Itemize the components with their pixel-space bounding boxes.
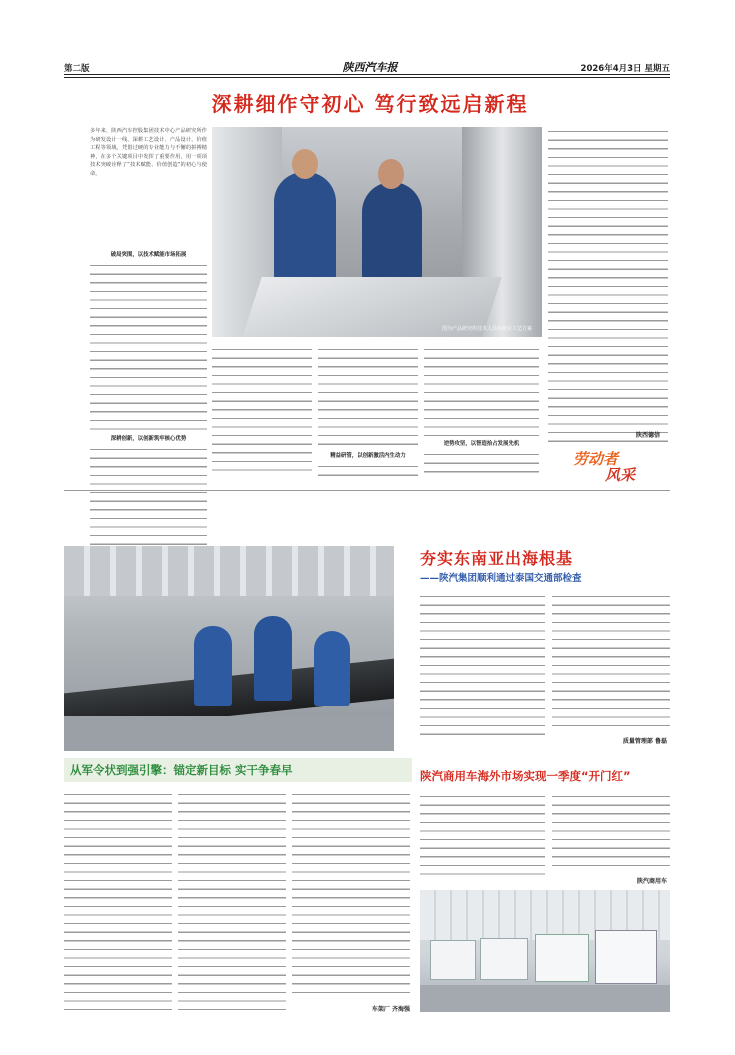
main-col-2 — [212, 345, 312, 475]
main-col-5 — [548, 127, 668, 445]
worker-b — [254, 616, 292, 701]
body-text-block — [90, 445, 207, 560]
body-text-block — [90, 261, 207, 431]
story2-headline: 夯实东南亚出海根基 — [420, 549, 574, 568]
truck-4 — [595, 930, 657, 984]
main-author: 陕西德信 — [635, 432, 660, 439]
story4-col-2 — [178, 790, 286, 1015]
worker-2-head — [378, 159, 404, 189]
factory-photo — [64, 546, 394, 751]
main-sub-4: 逆势攻坚，以智造拾占发展先机 — [443, 441, 520, 447]
truck-3 — [535, 934, 589, 982]
main-col-3b — [318, 462, 418, 480]
story2-author: 质量管理部 鲁磊 — [622, 738, 667, 745]
header-date: 2026年4月3日 星期五 — [580, 64, 670, 74]
story2-col-2 — [552, 592, 670, 732]
story3-headline: 陕汽商用车海外市场实现一季度“开门红” — [420, 769, 631, 783]
main-col-3 — [318, 345, 418, 445]
story4-author: 车架厂 齐海强 — [371, 1006, 410, 1013]
worker-a — [194, 626, 232, 706]
story3-author: 陕汽商用车 — [636, 878, 667, 885]
truck-1 — [430, 940, 476, 980]
header-rule — [64, 74, 670, 75]
page-label: 第二版 — [64, 64, 90, 74]
story4-headline: 从军令状到强引擎：锚定新目标 实干争春早 — [70, 763, 293, 777]
main-photo — [212, 127, 542, 337]
story4-col-1 — [64, 790, 172, 1015]
badge-line-1: 劳动者 — [573, 450, 619, 468]
main-headline: 深耕细作守初心 笃行致远启新程 — [211, 92, 529, 116]
badge-line-2: 风采 — [605, 466, 636, 484]
worker-c — [314, 631, 350, 706]
factory-floor — [64, 716, 394, 751]
main-col-4b — [424, 450, 539, 480]
divider — [64, 490, 670, 491]
roof-beams — [64, 546, 394, 596]
photo-caption: 图为产品研究所技术人员在研讨工艺方案 — [441, 326, 532, 332]
trucks-photo — [420, 890, 670, 1012]
masthead: 陕西汽车报 — [342, 61, 398, 74]
main-sub-1: 破局突围，以技术赋能市场拓展 — [110, 252, 187, 258]
story3-col-1 — [420, 792, 545, 882]
story3-col-2 — [552, 792, 670, 872]
header-rule-thin — [64, 77, 670, 78]
story2-col-1 — [420, 592, 545, 742]
story4-col-3 — [292, 790, 410, 1000]
labor-badge — [565, 448, 660, 483]
yard-ground — [420, 985, 670, 1012]
main-col-4 — [424, 345, 539, 437]
story2-subheadline: ——陕汽集团顺利通过泰国交通部检查 — [420, 573, 582, 584]
truck-2 — [480, 938, 528, 980]
worker-1-head — [292, 149, 318, 179]
main-sub-3: 精益研管，以创新激活内生动力 — [330, 453, 406, 459]
main-sub-2: 深耕创新，以创新筑牢核心优势 — [110, 436, 187, 442]
main-lead: 多年来，陕西汽车控股集团技术中心产品研究所作为研发设计一线，深耕工艺设计、产品设计、价值工程等领域，凭借过硬的专业能力与不懈的拼搏精神，在多个关键项目中发挥了重要作用，用一项项技术突破诠释了“技术赋能、价值创造”的初心与使命。 — [90, 128, 207, 177]
